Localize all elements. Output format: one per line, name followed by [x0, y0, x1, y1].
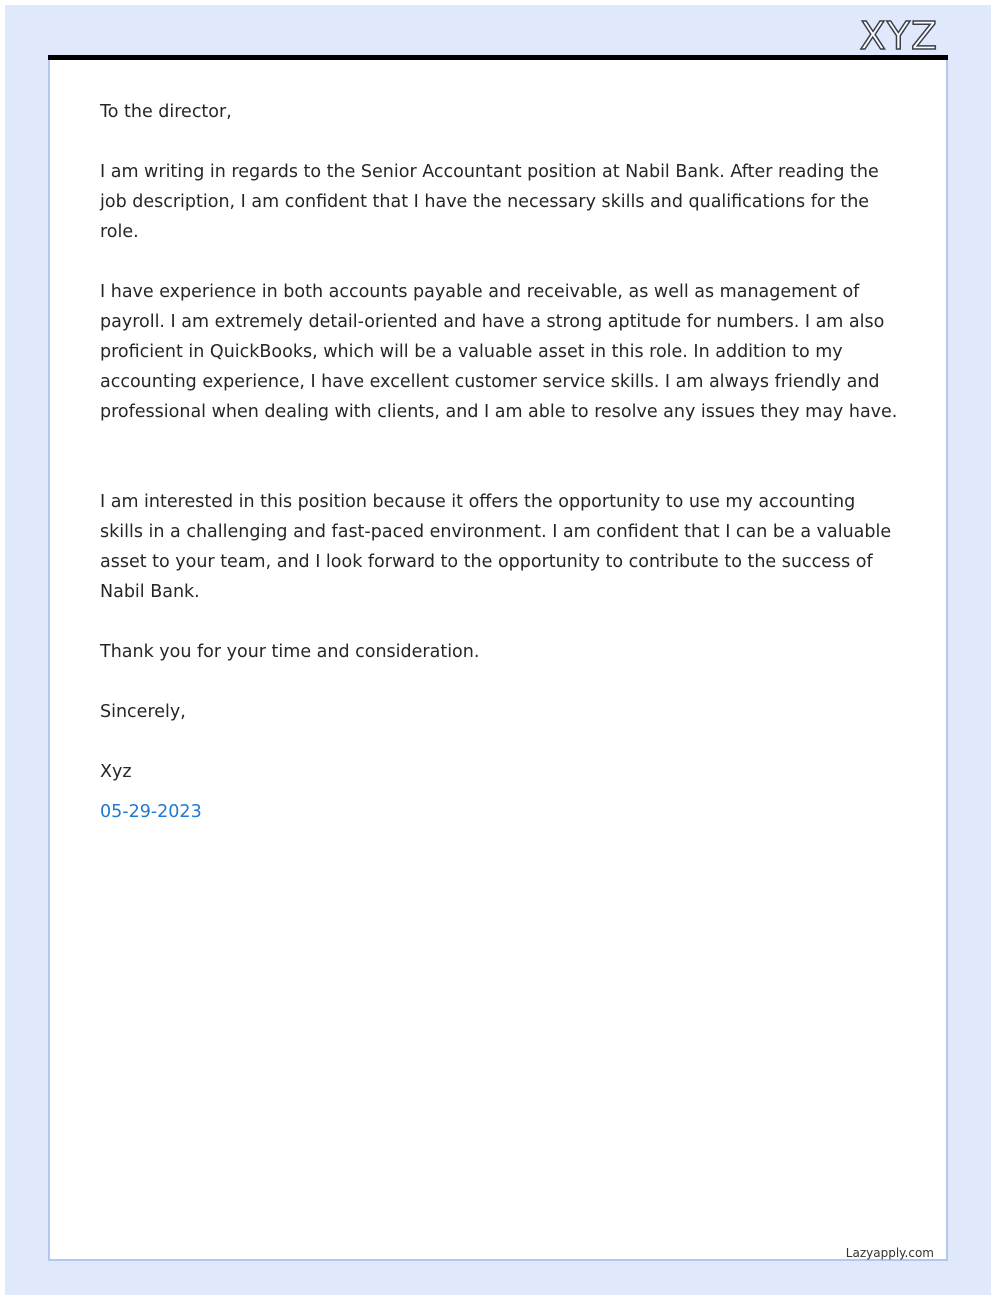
paragraph-interest: I am interested in this position because it offers the opportunity to use my accounting skills in a challenging and fast-paced environment. I am confident that I can be a valuable asset to your team, and I look forward to the opportunity to contribute to the success of Nabil Bank. — [100, 492, 892, 602]
brand-logo: XYZ — [859, 14, 938, 58]
header-rule — [48, 55, 948, 60]
salutation: To the director, — [100, 102, 232, 122]
signature-name: Xyz — [100, 762, 132, 782]
footer-credit: Lazyapply.com — [845, 1246, 934, 1260]
letter-date: 05-29-2023 — [100, 802, 202, 822]
closing: Sincerely, — [100, 702, 186, 722]
paragraph-thanks: Thank you for your time and consideration. — [100, 642, 480, 662]
cover-letter-body — [100, 97, 900, 827]
paragraph-intro: I am writing in regards to the Senior Accountant position at Nabil Bank. After reading the job description, I am confident that I have the necessary skills and qualifications for the role. — [100, 162, 879, 242]
paragraph-experience: I have experience in both accounts payable and receivable, as well as management of payroll. I am extremely detail-oriented and have a strong aptitude for numbers. I am also proficient in QuickBooks, which will be a valuable asset in this role. In addition to my accounting experience, I have excellent customer service skills. I am always friendly and professional when dealing with clients, and I am able to resolve any issues they may have. — [100, 282, 898, 422]
